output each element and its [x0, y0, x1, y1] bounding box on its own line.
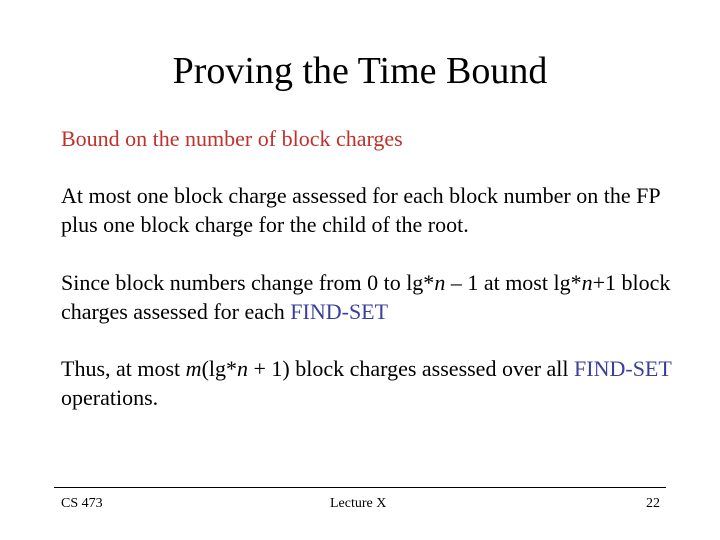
footer-course: CS 473 [61, 496, 103, 511]
variable-n: n [434, 270, 446, 295]
text-segment: – 1 at most lg* [445, 270, 582, 295]
keyword-find-set: FIND-SET [290, 299, 389, 324]
subheading: Bound on the number of block charges [61, 126, 403, 151]
text-segment: + 1) block charges assessed over all [248, 356, 575, 381]
footer-lecture: Lecture X [330, 496, 387, 511]
text-segment: Since block numbers change from 0 to lg* [61, 270, 435, 295]
text-segment: (lg* [201, 356, 238, 381]
variable-n: n [237, 356, 249, 381]
slide-title: Proving the Time Bound [172, 50, 548, 92]
paragraph-block-charges: At most one block charge assessed for each block number on the FP plus one block charge for the child of the root. [61, 183, 660, 237]
text-segment: operations. [61, 385, 159, 410]
keyword-find-set: FIND-SET [574, 356, 672, 381]
footer-page-number: 22 [646, 496, 660, 511]
footer-divider [54, 487, 666, 488]
variable-n: n [581, 270, 593, 295]
text-segment: +1 block charges assessed for each [61, 270, 671, 324]
variable-m: m [185, 356, 202, 381]
text-segment: Thus, at most [61, 356, 186, 381]
paragraph-total-bound [61, 354, 681, 412]
paragraph-block-numbers [61, 268, 681, 326]
